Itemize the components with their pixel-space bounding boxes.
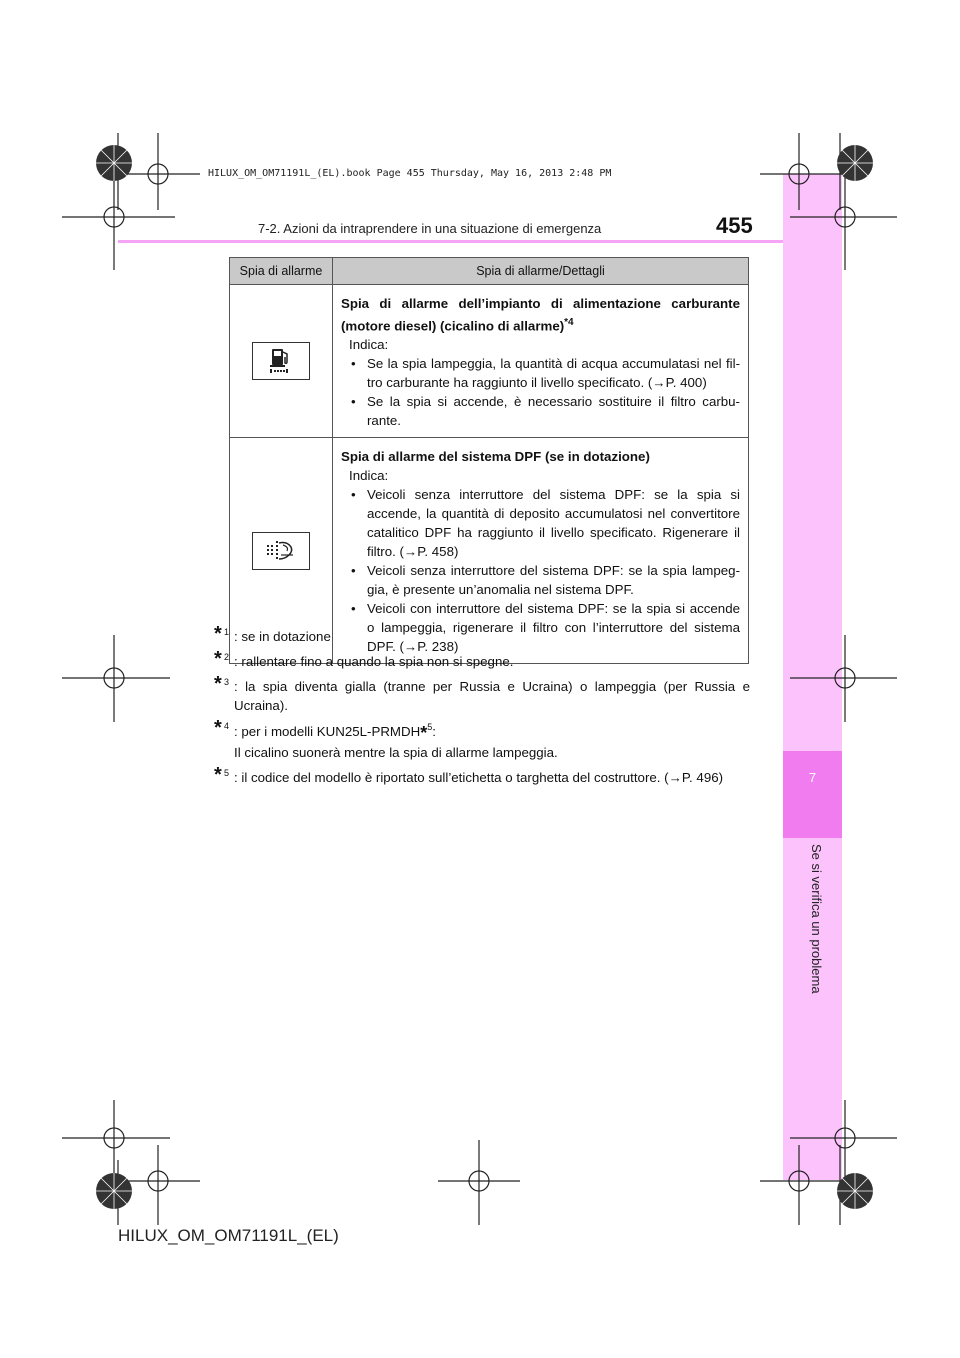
list-item: • Veicoli senza interruttore del sistema DPF: se la spia si accende, la quantità di deposito accumulatosi nel convertitore catalitico DPF ha raggiunto il livello specificato. Rigenerare il filtro. (→P. 458) <box>341 485 740 561</box>
footnote-2: * 2 : rallentare fino a quando la spia non si spegne. <box>214 648 514 670</box>
details-list <box>341 354 740 430</box>
icon-cell <box>230 285 333 438</box>
details-cell <box>333 285 749 438</box>
list-item: • Se la spia si accende, è necessario sostituire il filtro carbu-rante. <box>341 392 740 430</box>
list-item: • Se la spia lampeggia, la quantità di acqua accumulatasi nel fil-tro carburante ha raggiunto il livello specificato. (→P. 400) <box>341 354 740 392</box>
details-intro: Indica: <box>349 468 389 484</box>
warning-title: Spia di allarme del sistema DPF (se in dotazione) <box>341 449 650 465</box>
list-item: • Veicoli senza interruttore del sistema DPF: se la spia lampeg-gia, è presente un’anomalia nel sistema DPF. <box>341 561 740 599</box>
chapter-title: Se si verifica un problema <box>809 844 824 994</box>
table-header-row <box>230 258 749 285</box>
footnotes <box>214 623 750 793</box>
footnote-ref: *4 <box>564 317 574 328</box>
page-number: 455 <box>716 213 753 238</box>
header-rule <box>118 240 783 243</box>
document-id: HILUX_OM_OM71191L_(EL) <box>118 1226 339 1245</box>
column-header-details: Spia di allarme/Dettagli <box>333 258 749 285</box>
footnote-3: * 3 : la spia diventa gialla (tranne per Russia e Ucraina) o lampeggia (per Russia e Ucraina). <box>214 673 750 713</box>
column-header-light: Spia di allarme <box>230 258 333 285</box>
list-item: • Veicoli con interruttore del sistema DPF: se la spia si accende o lampeggia, rigenerare il filtro con l’interruttore del sistema DPF. (→P. 238) <box>341 599 740 656</box>
chapter-number: 7 <box>808 770 817 785</box>
warning-light-table <box>229 257 749 664</box>
footnote-4: * 4 : per i modelli KUN25L-PRMDH*$^5$: Il cicalino suonerà mentre la spia di allarme lampeggia. <box>214 721 750 762</box>
warning-title: Spia di allarme dell’impianto di alimentazione carburante (motore diesel) (cicalino di allarme)$^{*4}$ <box>341 296 740 334</box>
section-title: 7-2. Azioni da intraprendere in una situazione di emergenza <box>258 221 602 236</box>
book-file-info: HILUX_OM_OM71191L_(EL).book Page 455 Thursday, May 16, 2013 2:48 PM <box>208 168 612 179</box>
details-intro: Indica: <box>349 337 389 353</box>
fuel-filter-warning-icon <box>252 342 310 380</box>
table-row <box>230 285 749 438</box>
footnote-5: * 5 : il codice del modello è riportato sull’etichetta o targhetta del costruttore. (→P. 496) <box>214 764 724 786</box>
dpf-warning-icon <box>252 532 310 570</box>
footnote-4-line2: Il cicalino suonerà mentre la spia di allarme lampeggia. <box>234 745 558 760</box>
footnote-1: * 1 : se in dotazione <box>214 623 331 645</box>
